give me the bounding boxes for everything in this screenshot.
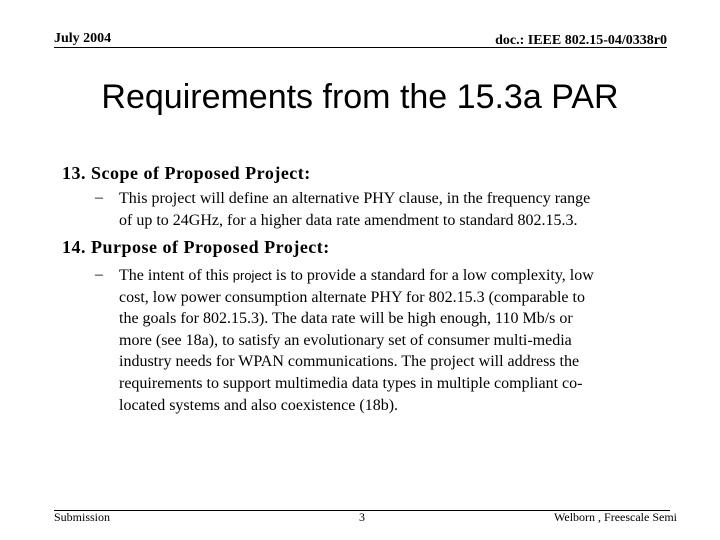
section-13-heading: 13. Scope of Proposed Project: — [62, 163, 311, 183]
section-13-bullet: – — [95, 189, 103, 206]
slide-title: Requirements from the 15.3a PAR — [101, 78, 619, 116]
section-13-line: This project will define an alternative PHY clause, in the frequency range — [119, 190, 591, 207]
line-text: The intent of this — [119, 267, 233, 284]
line-text: is to provide a standard for a low complexity, low — [271, 267, 594, 284]
section-14-line: requirements to support multimedia data types in multiple compliant co- — [119, 374, 583, 392]
section-14-text — [119, 265, 594, 416]
section-14-heading: 14. Purpose of Proposed Project: — [62, 237, 330, 257]
header-doc-id: doc.: IEEE 802.15-04/0338r0 — [495, 33, 667, 48]
section-14-bullet: – — [95, 266, 103, 283]
header-date: July 2004 — [54, 31, 112, 46]
footer-author: Welborn , Freescale Semi — [554, 510, 677, 524]
section-14-line — [119, 265, 594, 287]
section-14-line: more (see 18a), to satisfy an evolutionary set of consumer multi-media — [119, 331, 572, 349]
footer-submission: Submission — [54, 510, 111, 524]
footer-page-number: 3 — [359, 510, 365, 524]
section-14-line: cost, low power consumption alternate PHY for 802.15.3 (comparable to — [119, 288, 585, 306]
section-14-line: the goals for 802.15.3). The data rate will be high enough, 110 Mb/s or — [119, 310, 573, 328]
section-13-line: of up to 24GHz, for a higher data rate amendment to standard 802.15.3. — [119, 211, 578, 229]
section-13-text — [119, 188, 590, 231]
section-14-line: located systems and also coexistence (18b). — [119, 396, 399, 414]
section-14-line: industry needs for WPAN communications. The project will address the — [119, 353, 580, 371]
header-divider — [54, 47, 667, 48]
project-word: project — [232, 268, 272, 283]
